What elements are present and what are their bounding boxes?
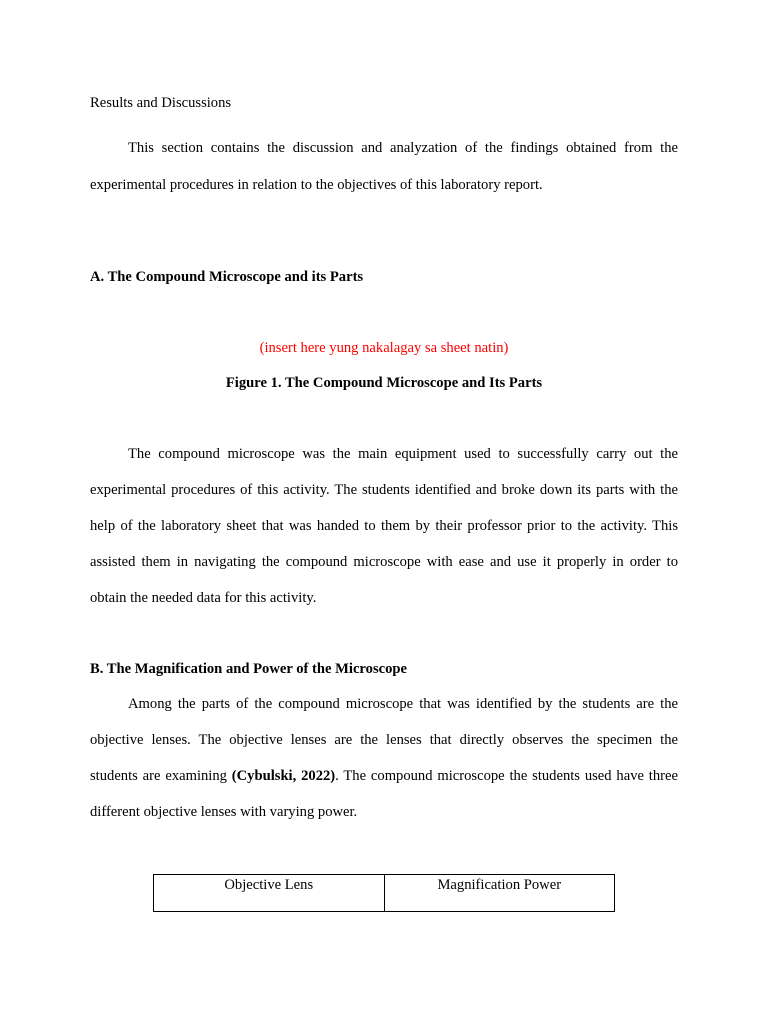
section-a-paragraph-line-4: assisted them in navigating the compound microscope with ease and use it properly in order to — [90, 554, 678, 570]
section-a-paragraph-line-5: obtain the needed data for this activity. — [90, 590, 317, 606]
section-b-paragraph-line-2: objective lenses. The objective lenses are the lenses that directly observes the specimen the — [90, 732, 678, 748]
section-b-heading: B. The Magnification and Power of the Microscope — [90, 661, 407, 677]
section-a-paragraph-line-1: The compound microscope was the main equipment used to successfully carry out the — [128, 446, 678, 462]
line3-text-after: . The compound microscope the students used have three — [335, 768, 678, 784]
section-b-paragraph-line-4: different objective lenses with varying power. — [90, 804, 358, 820]
section-b-paragraph-line-3 — [90, 767, 678, 785]
objective-lens-table — [153, 874, 615, 912]
table-header-objective-lens: Objective Lens — [154, 875, 385, 912]
section-a-paragraph-line-3: help of the laboratory sheet that was handed to them by their professor prior to the activity. This — [90, 518, 678, 534]
figure-caption: Figure 1. The Compound Microscope and Its Parts — [225, 375, 543, 391]
table-header-magnification-power: Magnification Power — [384, 875, 615, 912]
table-header-row — [154, 875, 615, 912]
intro-line-2: experimental procedures in relation to the objectives of this laboratory report. — [90, 177, 543, 193]
section-title: Results and Discussions — [90, 95, 232, 111]
section-a-heading: A. The Compound Microscope and its Parts — [90, 269, 364, 285]
figure-placeholder-note: (insert here yung nakalagay sa sheet natin) — [259, 340, 509, 356]
section-b-paragraph-line-1: Among the parts of the compound microscope that was identified by the students are the — [128, 696, 678, 712]
citation: (Cybulski, 2022) — [231, 768, 336, 784]
intro-line-1: This section contains the discussion and analyzation of the findings obtained from the — [128, 140, 678, 156]
line3-text-before: students are examining — [90, 768, 232, 784]
section-a-paragraph-line-2: experimental procedures of this activity. The students identified and broke down its parts with the — [90, 482, 678, 498]
